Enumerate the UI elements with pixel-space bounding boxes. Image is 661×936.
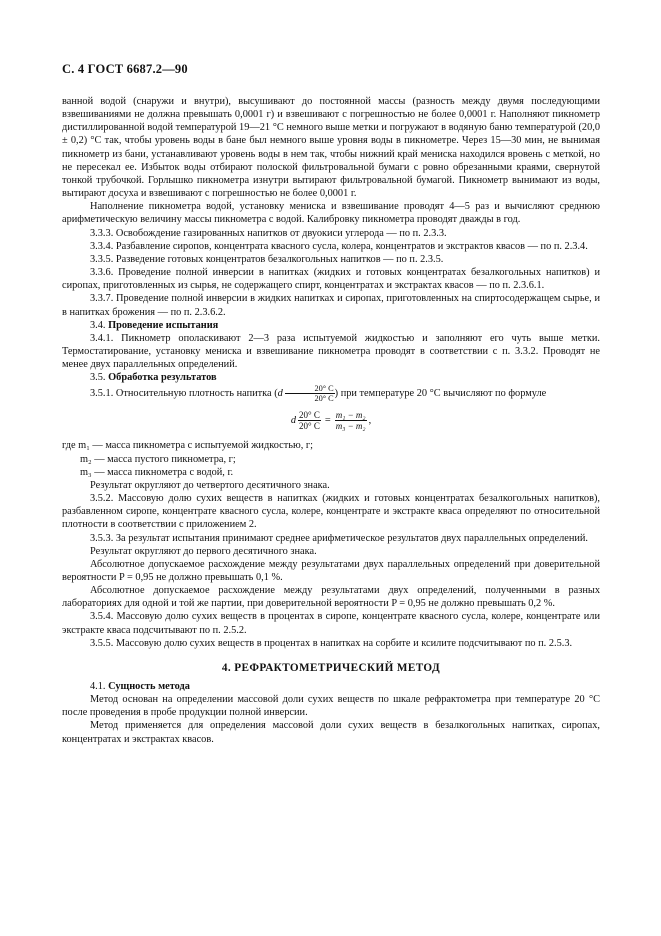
section-3-5-heading xyxy=(62,371,600,384)
clause-3-5-4: 3.5.4. Массовую долю сухих веществ в процентах в сиропе, концентрате квасного сусла, колере, концентрате или экстракте кваса подсчитывают по п. 2.5.2. xyxy=(62,611,600,636)
clause-3-3-5: 3.3.5. Разведение готовых концентратов безалкогольных напитков — по п. 2.3.5. xyxy=(90,253,444,265)
section-3-4-heading xyxy=(62,319,600,332)
where-line: m₃ — масса пикнометра с водой, г. xyxy=(80,466,234,478)
section-4-title: 4. РЕФРАКТОМЕТРИЧЕСКИЙ МЕТОД xyxy=(221,661,441,674)
page-header: С. 4 ГОСТ 6687.2—90 xyxy=(62,62,188,76)
paragraph: Метод применяется для определения массовой доли сухих веществ в безалкогольных напитках, сиропах, концентратах и экстрактах квасов. xyxy=(62,720,600,745)
document-page xyxy=(62,62,600,746)
clause-3-3-7: 3.3.7. Проведение полной инверсии в жидких напитках и сиропах, приготовленных на спиртосодержащем сырье, и в напитках брожения — по п. 2.3.6.2. xyxy=(62,293,600,318)
clause-3-5-3: 3.5.3. За результат испытания принимают среднее арифметическое результатов двух параллельных определений. xyxy=(90,532,589,544)
section-title: Обработка результатов xyxy=(108,372,217,384)
fraction-denominator: 20° С xyxy=(314,394,334,404)
clause-3-5-1 xyxy=(62,384,600,403)
paragraph: Абсолютное допускаемое расхождение между результатами двух определений, полученными в разных лабораториях для одной и той же партии, при доверительной вероятности P = 0,95 не должно превышать 0,2 %. xyxy=(62,585,600,610)
clause-text: ) при температуре 20 °С вычисляют по формуле xyxy=(334,388,547,400)
section-title: Проведение испытания xyxy=(108,319,219,331)
formula-mass-fraction xyxy=(335,410,367,431)
paragraph: Абсолютное допускаемое расхождение между результатами двух параллельных определений при доверительной вероятности P = 0,95 не должно превышать 0,1 %. xyxy=(62,558,600,583)
clause-3-3-6: 3.3.6. Проведение полной инверсии в напитках (жидких и готовых концентратах безалкогольных напитков) и сиропах, приготовленных из сырья, не содержащего спирт, концентратах и экстрактах квасов — по п. 2.3.6.1. xyxy=(62,267,600,292)
where-line: m₂ — масса пустого пикнометра, г; xyxy=(80,453,236,465)
clause-3-5-5: 3.5.5. Массовую долю сухих веществ в процентах в напитках на сорбите и ксилите подсчитывают по п. 2.5.3. xyxy=(90,637,573,649)
section-number: 3.4. xyxy=(90,319,106,331)
formula-equals: = xyxy=(324,414,331,426)
formula-comma: , xyxy=(368,414,372,426)
fraction-numerator: 20° С xyxy=(285,384,334,394)
fraction-denominator: m₃ − m₂ xyxy=(335,420,366,431)
clause-text: 3.5.1. Относительную плотность напитка ( xyxy=(90,388,278,400)
fraction-numerator: m₁ − m₂ xyxy=(335,409,366,420)
fraction-denominator: 20° С xyxy=(299,420,320,431)
fraction-numerator: 20° С xyxy=(299,409,320,420)
clause-3-4-1: 3.4.1. Пикнометр ополаскивают 2—3 раза испытуемой жидкостью и заполняют его чуть выше метки. Термостатирование, установку мениска и взвешивание пикнометра проводят в соответствии с п. 3.3.2. Проводят не менее двух параллельных определений. xyxy=(62,332,600,371)
section-number: 4.1. xyxy=(90,680,106,692)
paragraph: Результат округляют до четвертого десятичного знака. xyxy=(90,479,330,491)
formula-temperature-fraction xyxy=(298,410,321,431)
density-symbol: d xyxy=(277,388,283,400)
paragraph: Наполнение пикнометра водой, установку мениска и взвешивание проводят 4—5 раз и вычисляют среднюю арифметическую величину массы пикнометра с водой. Калибровку пикнометра проводят дважды в год. xyxy=(62,201,600,226)
density-formula xyxy=(62,407,600,433)
clause-3-3-4: 3.3.4. Разбавление сиропов, концентрата квасного сусла, колера, концентратов и экстрактов квасов — по п. 2.3.4. xyxy=(90,240,588,252)
formula-lhs: d xyxy=(290,414,297,426)
section-number: 3.5. xyxy=(90,372,106,384)
where-line: где m₁ — масса пикнометра с испытуемой жидкостью, г; xyxy=(62,440,313,452)
clause-3-5-2: 3.5.2. Массовую долю сухих веществ в напитках (жидких и готовых концентратах безалкогольных напитков), разбавленном сиропе, концентрате квасного сусла, колере, концентрате и экстракте кваса определяют по относительной плотности в соответствии с приложением 2. xyxy=(62,493,600,531)
paragraph: ванной водой (снаружи и внутри), высушивают до постоянной массы (разность между двумя последующими взвешиваниями не должна превышать 0,0001 г) и взвешивают с погрешностью не более 0,0001 г. Наполняют пикнометр дистиллированной водой температурой 19—21 °С немного выше метки и погружают в водяную баню температурой (20,0 ± 0,2) °С так, чтобы уровень воды в бане был немного выше уровня воды в пикнометре. Через 15—30 мин, не вынимая пикнометр из бани, устанавливают уровень воды в нем так, чтобы нижний край мениска находился вровень с меткой, но не пересекал ее. Избыток воды отбирают полоской фильтровальной бумаги с ровно обрезанными краями, свернутой тонкой трубочкой. Горлышко пикнометра изнутри вытирают фильтровальной бумагой. Пикнометр вынимают из воды, вытирают досуха и взвешивают с погрешностью не более 0,0001 г. xyxy=(62,96,600,200)
section-title: Сущность метода xyxy=(108,680,190,692)
paragraph: Результат округляют до первого десятичного знака. xyxy=(90,545,317,557)
section-4-1-heading xyxy=(62,680,600,693)
paragraph: Метод основан на определении массовой доли сухих веществ по шкале рефрактометра при температуре 20 °С после проведения в пробе продукции полной инверсии. xyxy=(62,694,600,719)
temperature-fraction xyxy=(285,384,334,403)
clause-3-3-3: 3.3.3. Освобождение газированных напитков от двуокиси углерода — по п. 2.3.3. xyxy=(90,227,447,239)
